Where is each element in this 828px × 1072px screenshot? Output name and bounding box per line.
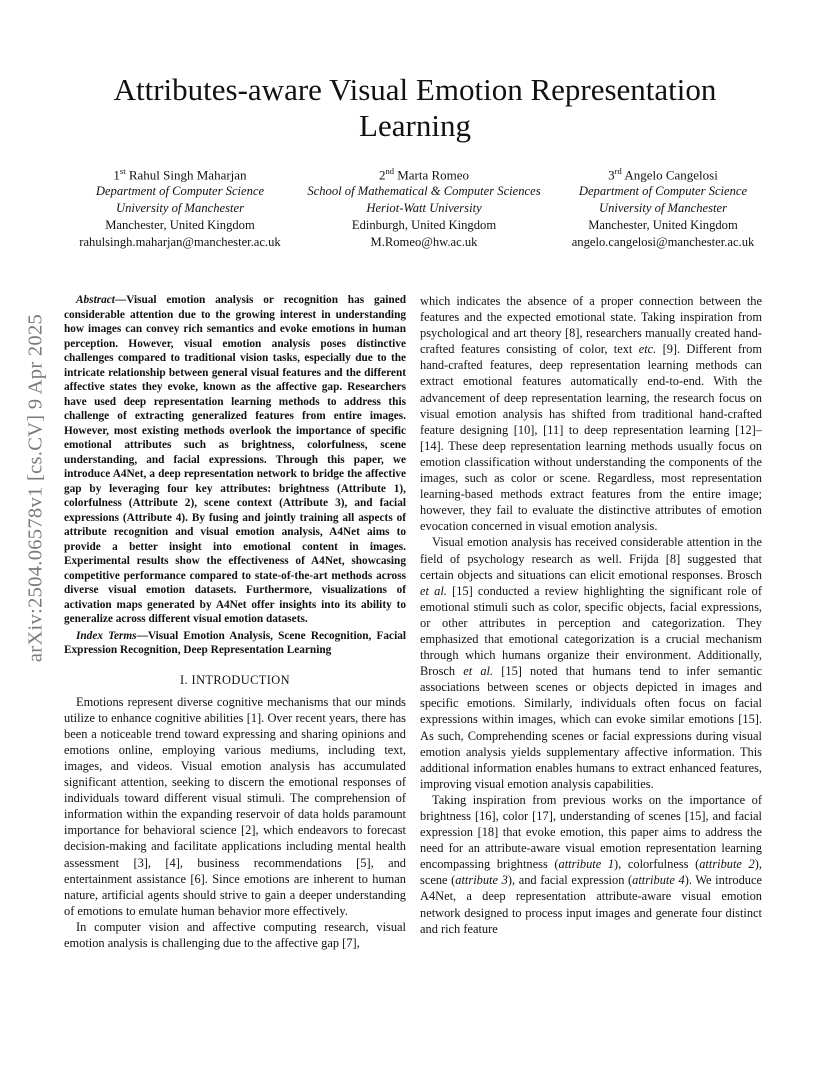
- author-3-name: Angelo Cangelosi: [624, 167, 718, 183]
- right-column: [420, 293, 762, 937]
- author-3: [554, 163, 772, 251]
- abstract: [64, 293, 406, 627]
- index-terms: [64, 629, 406, 658]
- right-p3-d: ), and facial expression (: [507, 873, 633, 888]
- right-paragraph-3: [420, 792, 762, 937]
- author-1: [60, 163, 300, 251]
- author-2-department: School of Mathematical & Computer Sciences: [307, 184, 541, 199]
- right-p3-b: ), colorfulness (: [614, 857, 700, 872]
- right-paragraph-2: [420, 534, 762, 792]
- author-2-email: M.Romeo@hw.ac.uk: [370, 235, 478, 250]
- author-3-location: Manchester, United Kingdom: [588, 218, 738, 233]
- right-p3-a: Taking inspiration from previous works on the importance of brightness [16], color [17], understanding of scenes [15], and facial expression [18] that evoke emotion, this paper aims to address the need for an attribute-aware visual emotion representation learning encompassing brightness (: [420, 792, 762, 872]
- arxiv-identifier-text: arXiv:2504.06578v1 [cs.CV] 9 Apr 2025: [24, 313, 47, 663]
- left-column: [64, 293, 406, 951]
- index-terms-text: —Visual Emotion Analysis, Scene Recognition, Facial Expression Recognition, Deep Representation Learning: [64, 629, 406, 656]
- author-1-ordinal: 1: [113, 167, 120, 183]
- section-heading-introduction: I. INTRODUCTION: [180, 672, 290, 687]
- abstract-text: —Visual emotion analysis or recognition has gained considerable attention due to the growing interest in understanding how images can convey rich semantics and evoke emotions in human perception. However, visual emotion analysis poses distinctive challenges compared to traditional vision tasks, especially due to the intricate relationship between general visual features and the different affective states they evoke, known as the affective gap. Researchers have used deep representation learning methods to address this challenge of extracting generalized features from entire images. However, most existing methods overlook the importance of specific emotional attributes such as brightness, colorfulness, scene understanding, and facial expressions. Through this paper, we introduce A4Net, a deep representation network to bridge the affective gap by leveraging four key attributes: brightness (Attribute 1), colorfulness (Attribute 2), scene context (Attribute 3), and facial expressions (Attribute 4). By fusing and jointly training all aspects of attribute recognition and visual emotion analysis, A4Net aims to provide a better insight into emotional content in images. Experimental results show the effectiveness of A4Net, showcasing competitive performance compared to state-of-the-art methods across diverse visual emotion datasets. Furthermore, visualizations of activation maps generated by A4Net offer insights into its ability to generalize across different visual emotion datasets.: [64, 294, 406, 625]
- abstract-lead: Abstract: [76, 294, 115, 306]
- right-p3-attr-2: attribute 2: [699, 857, 755, 872]
- intro-paragraph-2: In computer vision and affective computing research, visual emotion analysis is challenging due to the affective gap [7],: [64, 919, 406, 950]
- right-p3-c: ), scene (: [420, 857, 762, 888]
- right-p1-etc: etc.: [638, 342, 657, 357]
- right-p2-c: [15] noted that humans tend to infer semantic associations between scenes or objects depicted in images and specific emotions. Similarly, individuals often focus on facial expressions within images, which can evoke similar emotions [15]. As such, Comprehending scenes or facial expressions during visual emotion analysis yields supplementary affective information. This additional information enables humans to extract enhanced features, improving visual emotion analysis capabilities.: [420, 664, 763, 791]
- right-p2-a: Visual emotion analysis has received considerable attention in the field of psychology research as well. Frijda [8] suggested that certain objects and situations can elicit emotional responses. Brosch: [420, 535, 762, 582]
- right-p1-a: which indicates the absence of a proper connection between the features and the expected emotional state. Taking inspiration from psychological and art theory [8], researchers manually created hand-crafted features consisting of color, text: [420, 294, 762, 357]
- author-1-name: Rahul Singh Maharjan: [128, 167, 247, 183]
- right-p3-attr-4: attribute 4: [632, 873, 685, 888]
- arxiv-identifier: [22, 292, 50, 684]
- author-1-location: Manchester, United Kingdom: [105, 218, 255, 233]
- author-2-ordinal: 2: [378, 167, 386, 183]
- right-p3-attr-3: attribute 3: [455, 873, 508, 888]
- right-paragraph-1: [420, 293, 762, 534]
- right-p1-b: [9]. Different from hand-crafted features, deep representation learning methods can extract emotional features automatically end-to-end. With the advancement of deep representation learning, the research focus on visual emotion analysis has shifted from traditional hand-crafted feature designing [10], [11] to deep representation learning [12]–[14]. These deep representation learning methods usually focus on emotion classification without understanding the components of the images, such as color or scene. Regardless, most representation learning-based methods extract features from the entire image; however, they fail to evaluate the distinctive attributes of emotion evocation concerned in visual emotion analysis.: [420, 342, 763, 534]
- author-2-ordinal-sup: nd: [385, 166, 394, 176]
- right-p2-etal-1: et al.: [420, 583, 447, 598]
- author-2-location: Edinburgh, United Kingdom: [351, 218, 497, 233]
- right-p2-b: [15] conducted a review highlighting the significant role of emotional stimuli such as color, specific objects, facial expressions, or other attributes in perception and categorization. They emphasized that emotional categorization is a crucial mechanism through which humans organize their environment. Additionally, Brosch: [420, 583, 762, 679]
- author-3-institution: University of Manchester: [598, 201, 727, 216]
- author-1-email: rahulsingh.maharjan@manchester.ac.uk: [79, 235, 281, 250]
- right-p3-attr-1: attribute 1: [558, 857, 615, 872]
- author-3-ordinal-sup: rd: [614, 166, 622, 176]
- author-3-ordinal: 3: [608, 167, 615, 183]
- author-2: [294, 163, 554, 251]
- author-3-department: Department of Computer Science: [578, 184, 748, 199]
- index-terms-lead: Index Terms: [76, 629, 137, 642]
- right-p3-e: ). We introduce A4Net, a deep representation attribute-aware visual emotion network designed to process input images and generate four distinct and rich feature: [420, 873, 762, 936]
- author-1-department: Department of Computer Science: [95, 184, 265, 199]
- author-block: [60, 163, 772, 253]
- author-3-email: angelo.cangelosi@manchester.ac.uk: [571, 235, 755, 250]
- paper-title: Attributes-aware Visual Emotion Representation Learning: [113, 72, 717, 143]
- right-p2-etal-2: et al.: [463, 664, 494, 679]
- intro-paragraph-1: Emotions represent diverse cognitive mechanisms that our minds utilize to enhance cognitive abilities [1]. Over recent years, there has been a noticeable trend toward expressing and sharing opinions and emotions online, employing various mediums, including text, images, and videos. Visual emotion analysis has accumulated significant attention, seeking to discern the emotional responses of individuals toward different visual stimuli. The comprehension of information within the expanding reservoir of data holds paramount importance for behavioral science [2], which endeavors to forecast decision-making and facilitate applications including mental health assessment [3], [4], business recommendations [5], and entertainment assistance [6]. Since emotions are inherent to human nature, artificial agents should strive to gain a deeper understanding of emotions to emulate human behavior more effectively.: [64, 694, 406, 918]
- author-1-ordinal-sup: st: [119, 166, 126, 176]
- author-2-name: Marta Romeo: [397, 167, 470, 183]
- author-1-institution: University of Manchester: [115, 201, 244, 216]
- author-2-institution: Heriot-Watt University: [366, 201, 482, 216]
